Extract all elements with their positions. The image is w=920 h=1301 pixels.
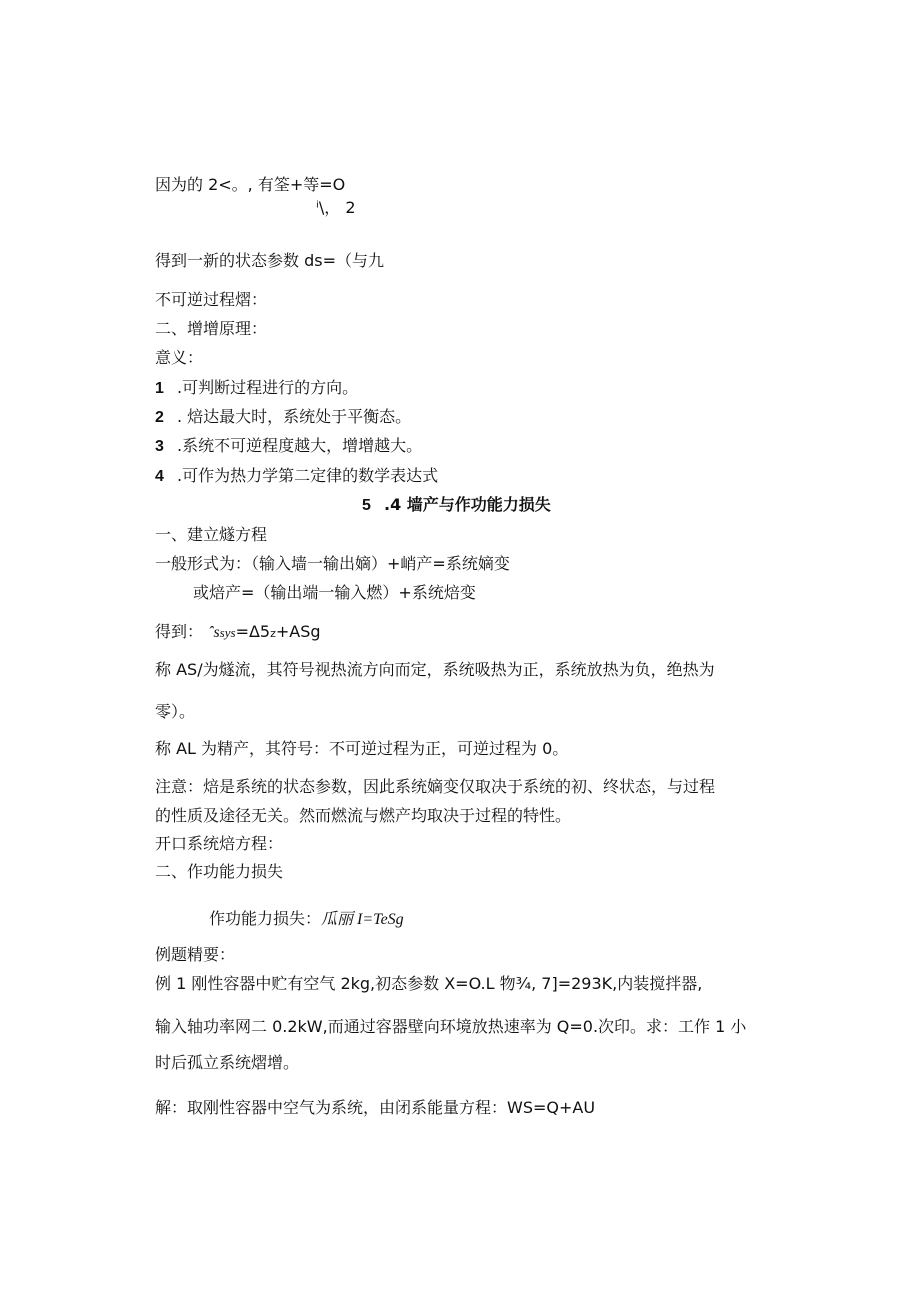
list-text: .可作为热力学第二定律的数学表达式: [177, 466, 439, 485]
equation-part: =Δ5: [235, 622, 271, 641]
section-number: 5: [362, 497, 371, 514]
text-line-meaning: [155, 348, 203, 368]
list-number: 3: [155, 438, 164, 455]
list-number: 1: [155, 380, 164, 397]
equation-formula: 瓜丽 I=TeSg: [321, 911, 404, 928]
equation-label: 作功能力损失：: [209, 909, 322, 928]
text-line-open-system: [155, 834, 283, 854]
equation-symbol: ˆs: [208, 624, 220, 641]
equation-subscript-z: z: [270, 627, 276, 640]
text-line-2: [316, 198, 356, 218]
line-text: 注意：焙是系统的状态参数，因此系统嫡变仅取决于系统的初、终状态，与过程: [155, 777, 716, 796]
list-number: 4: [155, 468, 164, 485]
list-item-3: [155, 436, 422, 457]
text-line-general-form: [155, 554, 510, 574]
line-text: 一、建立燧方程: [155, 525, 268, 544]
text-line-example-1c: [155, 1053, 299, 1073]
section-title-5-4: [362, 495, 551, 516]
list-item-2: [155, 407, 411, 428]
line-text: 输入轴功率网二 0.2kW,而通过容器壁向环境放热速率为 Q=0.次印。求：工作 1 小: [155, 1017, 747, 1036]
line-text: 时后孤立系统熠增。: [155, 1053, 300, 1072]
list-item-4: [155, 466, 438, 487]
line-text: 例题精要：: [155, 945, 236, 964]
list-number: 2: [155, 409, 164, 426]
line-text: 因为的 2<。, 有筌+等=O: [155, 175, 346, 194]
text-line-note-1: [155, 777, 715, 797]
line-text: 称 AS/为燧流，其符号视热流方向而定，系统吸热为正，系统放热为负，绝热为: [155, 660, 715, 679]
line-text: 或焙产=（输出端一输入燃）+系统焙变: [193, 583, 476, 602]
line-text: 解：取刚性容器中空气为系统，由闭系能量方程：WS=Q+AU: [155, 1098, 596, 1117]
equation-work-loss: [209, 909, 404, 930]
line-text: 零）。: [155, 702, 196, 721]
line-text: 二、作功能力损失: [155, 862, 284, 881]
list-text: .可判断过程进行的方向。: [177, 378, 359, 397]
line-text: 开口系统焙方程：: [155, 834, 284, 853]
line-text: ⁱ\， 2: [316, 198, 356, 217]
equation-subscript-sys: sys: [219, 625, 236, 640]
text-line-solution: [155, 1098, 595, 1118]
section-title-text: .4 墙产与作功能力损失: [384, 495, 551, 514]
text-line-examples: [155, 945, 235, 965]
line-text: 的性质及途径无关。然而燃流与燃产均取决于过程的特性。: [155, 806, 572, 825]
text-line-entropy-production: [155, 739, 568, 759]
line-text: 二、增增原理：: [155, 319, 268, 338]
line-text: 例 1 刚性容器中贮有空气 2kg,初态参数 X=O.L 物¾, 7]=293K,内装搅拌器,: [155, 974, 703, 993]
equation-prefix: 得到：: [155, 622, 204, 641]
line-text: 一般形式为：（输入墙一输出嫡）+峭产=系统嫡变: [155, 554, 510, 573]
section-heading-work-loss: [155, 862, 283, 882]
text-line-example-1a: [155, 974, 702, 994]
text-line-zero: [155, 702, 195, 722]
line-text: 得到一新的状态参数 ds=（与九: [155, 251, 384, 270]
list-text: .系统不可逆程度越大，增增越大。: [177, 436, 423, 455]
section-heading-equation: [155, 525, 267, 545]
line-text: 意义：: [155, 348, 204, 367]
text-line-note-2: [155, 806, 571, 826]
text-line-3: [155, 251, 384, 271]
text-line-alt-form: [193, 583, 476, 603]
text-line-example-1b: [155, 1017, 746, 1037]
equation-part: +ASg: [275, 622, 321, 641]
text-line-4: [155, 290, 267, 310]
text-line-entropy-flow: [155, 660, 715, 680]
text-line-1: [155, 175, 345, 195]
section-heading-principle: [155, 319, 267, 339]
line-text: 不可逆过程熠：: [155, 290, 268, 309]
list-item-1: [155, 378, 358, 399]
line-text: 称 AL 为精产，其符号：不可逆过程为正，可逆过程为 0。: [155, 739, 569, 758]
list-text: . 焙达最大时，系统处于平衡态。: [177, 407, 412, 426]
equation-line: [155, 622, 321, 644]
